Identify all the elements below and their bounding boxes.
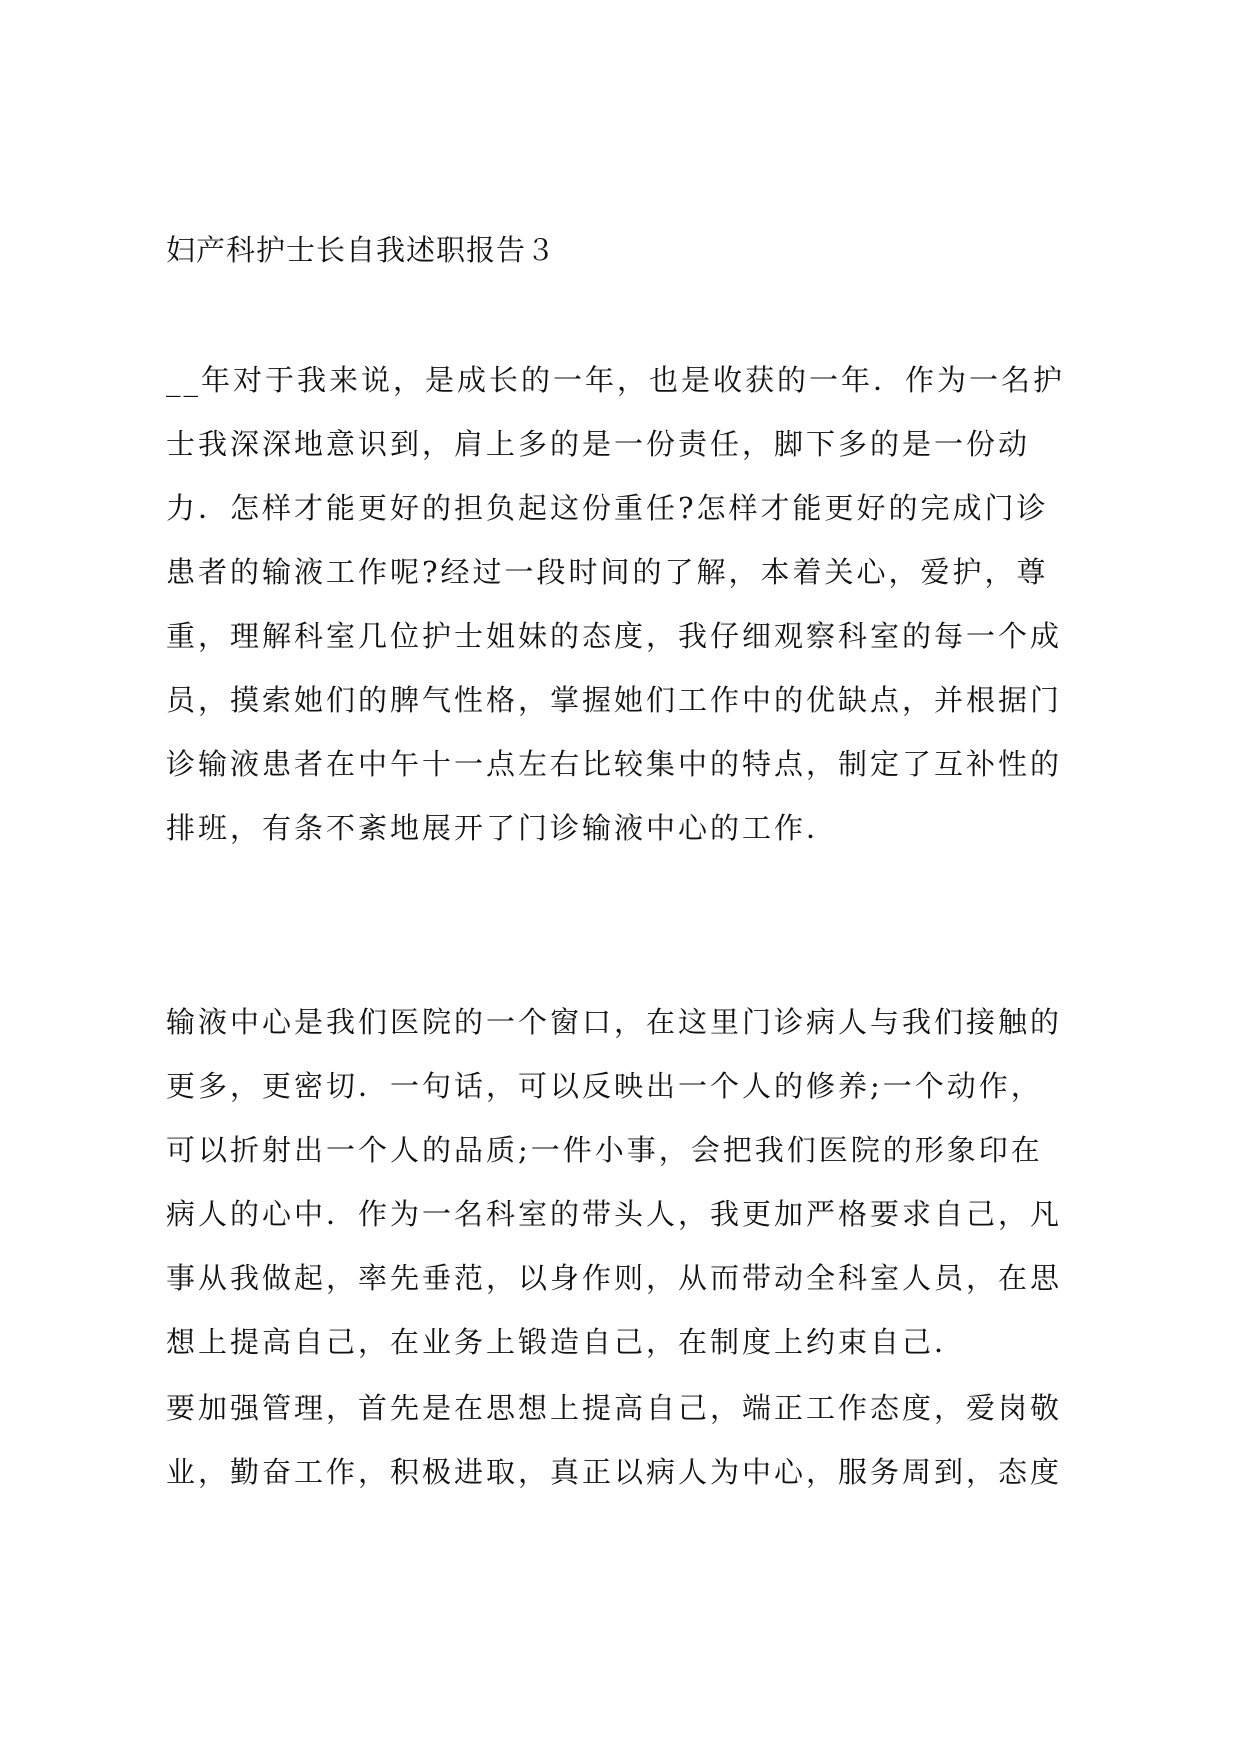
document-title: 妇产科护士长自我述职报告３ bbox=[166, 233, 557, 267]
paragraph-line: 力．怎样才能更好的担负起这份重任?怎样才能更好的完成门诊 bbox=[166, 491, 1049, 525]
paragraph-line: 可以折射出一个人的品质;一件小事，会把我们医院的形象印在 bbox=[166, 1133, 1043, 1167]
paragraph-1 bbox=[166, 348, 1096, 860]
paragraph-line: __年对于我来说，是成长的一年，也是收获的一年．作为一名护 bbox=[166, 363, 1066, 397]
paragraph-line: 员，摸索她们的脾气性格，掌握她们工作中的优缺点，并根据门 bbox=[166, 683, 1063, 717]
paragraph-line: 输液中心是我们医院的一个窗口，在这里门诊病人与我们接触的 bbox=[166, 1005, 1063, 1039]
paragraph-line: 重，理解科室几位护士姐妹的态度，我仔细观察科室的每一个成 bbox=[166, 619, 1063, 653]
paragraph-line: 病人的心中．作为一名科室的带头人，我更加严格要求自己，凡 bbox=[166, 1197, 1063, 1231]
paragraph-2 bbox=[166, 990, 1096, 1374]
paragraph-line: 士我深深地意识到，肩上多的是一份责任，脚下多的是一份动 bbox=[166, 427, 1031, 461]
paragraph-line: 业，勤奋工作，积极进取，真正以病人为中心，服务周到，态度 bbox=[166, 1455, 1063, 1489]
paragraph-line: 想上提高自己，在业务上锻造自己，在制度上约束自己． bbox=[166, 1325, 967, 1359]
paragraph-line: 排班，有条不紊地展开了门诊输液中心的工作． bbox=[166, 811, 839, 845]
paragraph-3 bbox=[166, 1376, 1096, 1504]
paragraph-line: 更多，更密切．一句话，可以反映出一个人的修养;一个动作， bbox=[166, 1069, 1043, 1103]
paragraph-line: 要加强管理，首先是在思想上提高自己，端正工作态度，爱岗敬 bbox=[166, 1391, 1063, 1425]
paragraph-line: 诊输液患者在中午十一点左右比较集中的特点，制定了互补性的 bbox=[166, 747, 1063, 781]
paragraph-line: 患者的输液工作呢?经过一段时间的了解，本着关心，爱护，尊 bbox=[166, 555, 1049, 589]
paragraph-line: 事从我做起，率先垂范，以身作则，从而带动全科室人员，在思 bbox=[166, 1261, 1063, 1295]
